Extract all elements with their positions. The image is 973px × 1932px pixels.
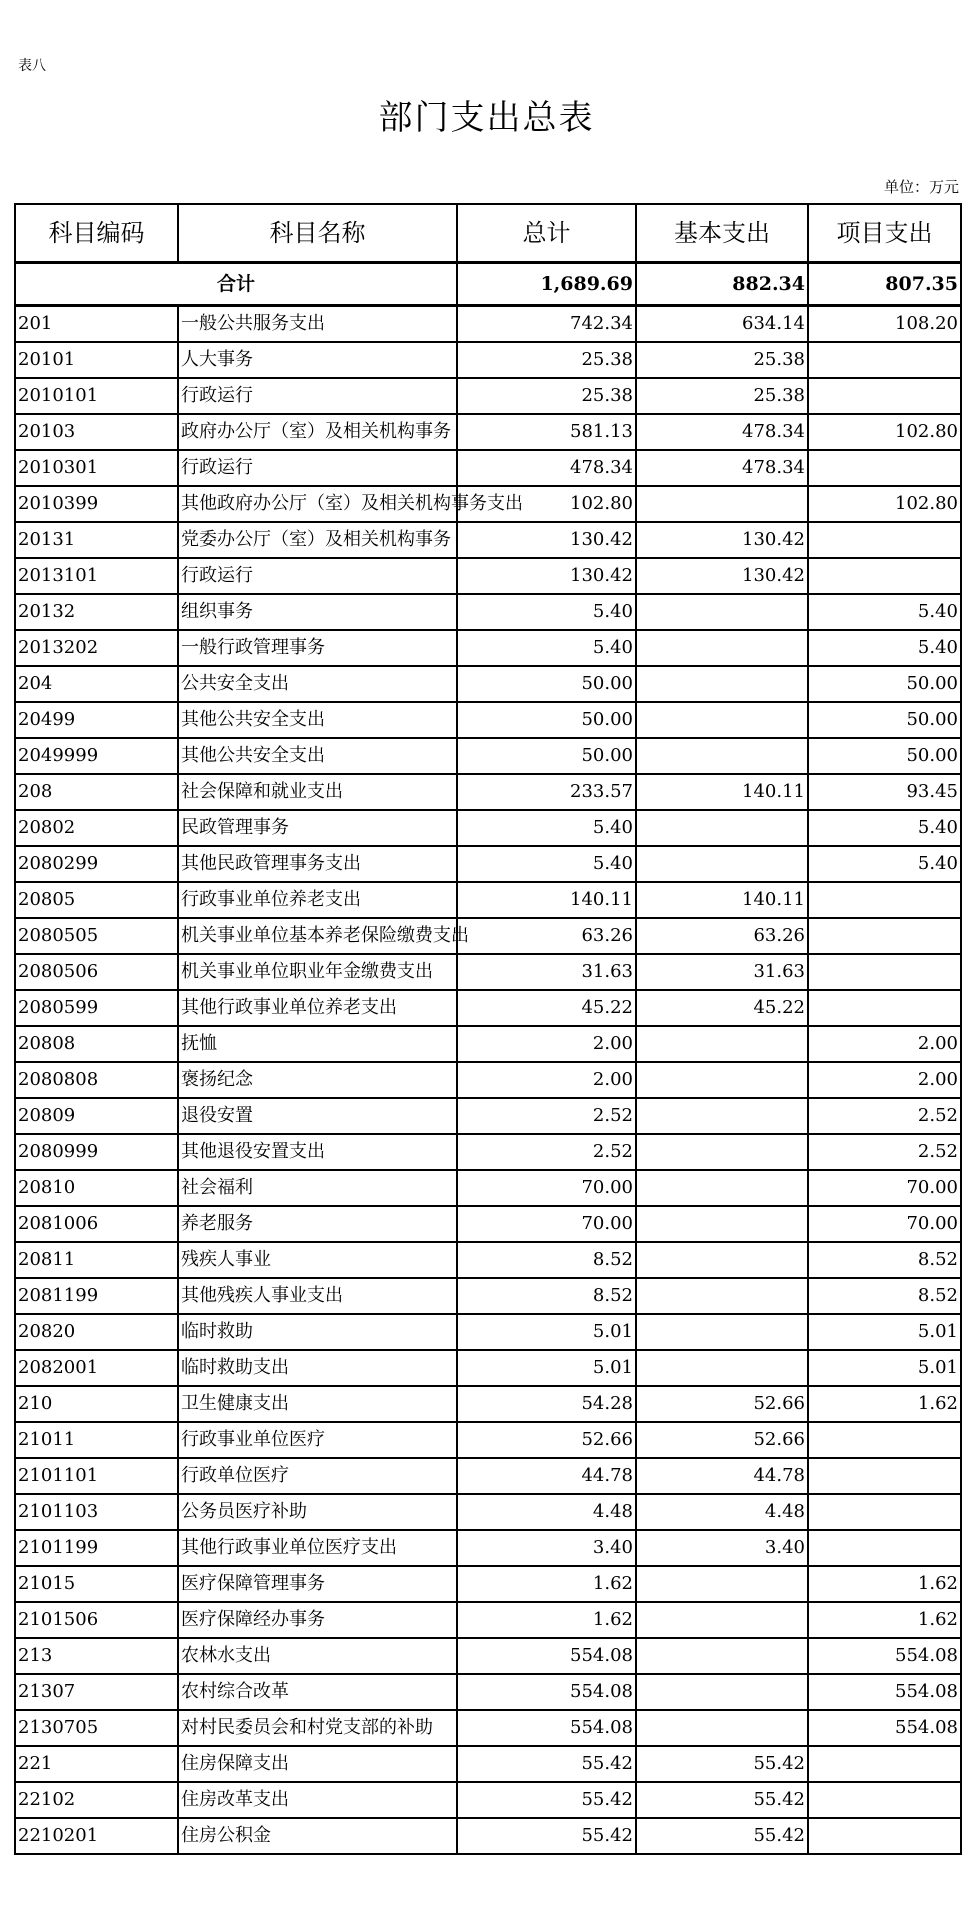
subject-code: 2081006 (15, 1206, 178, 1242)
total-amount: 2.00 (457, 1062, 636, 1098)
project-amount (808, 1458, 961, 1494)
basic-amount (636, 666, 808, 702)
column-header-basic: 基本支出 (636, 204, 808, 263)
subject-code: 21011 (15, 1422, 178, 1458)
basic-amount (636, 1278, 808, 1314)
subject-code: 2101506 (15, 1602, 178, 1638)
project-amount: 2.00 (808, 1062, 961, 1098)
basic-amount (636, 1134, 808, 1170)
table-row (15, 990, 961, 1026)
total-row (15, 263, 961, 306)
subject-name: 其他公共安全支出 (178, 738, 457, 774)
total-amount: 5.01 (457, 1314, 636, 1350)
project-amount: 554.08 (808, 1674, 961, 1710)
subject-name (178, 954, 457, 990)
basic-amount (636, 1602, 808, 1638)
total-amount: 102.80 (457, 486, 636, 522)
subject-name-text: 党委办公厅（室）及相关机构事务 (181, 529, 451, 550)
subject-code: 20811 (15, 1242, 178, 1278)
total-label: 合计 (15, 263, 457, 306)
project-amount: 5.01 (808, 1350, 961, 1386)
table-row (15, 666, 961, 702)
table-row (15, 1242, 961, 1278)
basic-amount: 25.38 (636, 342, 808, 378)
subject-name: 住房保障支出 (178, 1746, 457, 1782)
subject-name: 医疗保障管理事务 (178, 1566, 457, 1602)
basic-amount: 130.42 (636, 522, 808, 558)
project-amount (808, 378, 961, 414)
project-amount: 554.08 (808, 1710, 961, 1746)
table-row (15, 846, 961, 882)
subject-name: 褒扬纪念 (178, 1062, 457, 1098)
subject-code: 208 (15, 774, 178, 810)
table-row (15, 1170, 961, 1206)
basic-amount: 31.63 (636, 954, 808, 990)
table-row (15, 1206, 961, 1242)
subject-code: 2010101 (15, 378, 178, 414)
project-amount: 5.40 (808, 594, 961, 630)
subject-name: 公务员医疗补助 (178, 1494, 457, 1530)
basic-amount (636, 486, 808, 522)
total-amount: 5.40 (457, 630, 636, 666)
project-amount: 5.40 (808, 810, 961, 846)
project-amount: 5.40 (808, 630, 961, 666)
subject-code: 2081199 (15, 1278, 178, 1314)
total-amount: 45.22 (457, 990, 636, 1026)
table-row (15, 918, 961, 954)
subject-code: 201 (15, 306, 178, 343)
page-title: 部门支出总表 (378, 98, 595, 138)
project-amount: 50.00 (808, 702, 961, 738)
subject-code: 2101199 (15, 1530, 178, 1566)
total-amount: 50.00 (457, 702, 636, 738)
project-amount: 2.00 (808, 1026, 961, 1062)
table-row (15, 1458, 961, 1494)
table-row (15, 558, 961, 594)
subject-name-text: 其他政府办公厅（室）及相关机构事务支出 (181, 493, 523, 514)
subject-code: 2101101 (15, 1458, 178, 1494)
total-basic: 882.34 (636, 263, 808, 306)
subject-code: 2010399 (15, 486, 178, 522)
project-amount: 1.62 (808, 1386, 961, 1422)
subject-name: 退役安置 (178, 1098, 457, 1134)
subject-name: 社会福利 (178, 1170, 457, 1206)
total-amount: 55.42 (457, 1782, 636, 1818)
total-amount: 31.63 (457, 954, 636, 990)
subject-code: 2080599 (15, 990, 178, 1026)
table-row (15, 882, 961, 918)
project-amount: 1.62 (808, 1566, 961, 1602)
basic-amount: 634.14 (636, 306, 808, 343)
basic-amount (636, 1674, 808, 1710)
subject-code: 21307 (15, 1674, 178, 1710)
table-row (15, 1026, 961, 1062)
subject-code: 20132 (15, 594, 178, 630)
subject-name: 公共安全支出 (178, 666, 457, 702)
table-row (15, 1818, 961, 1854)
project-amount: 5.01 (808, 1314, 961, 1350)
basic-amount (636, 1350, 808, 1386)
subject-code: 2080505 (15, 918, 178, 954)
total-amount: 554.08 (457, 1638, 636, 1674)
table-row (15, 738, 961, 774)
total-amount: 2.52 (457, 1134, 636, 1170)
basic-amount (636, 630, 808, 666)
total-amount: 55.42 (457, 1746, 636, 1782)
project-amount (808, 918, 961, 954)
column-header-name: 科目名称 (178, 204, 457, 263)
subject-code: 2080506 (15, 954, 178, 990)
table-row (15, 1782, 961, 1818)
subject-name: 住房公积金 (178, 1818, 457, 1854)
table-row (15, 486, 961, 522)
subject-name: 行政单位医疗 (178, 1458, 457, 1494)
subject-name: 一般行政管理事务 (178, 630, 457, 666)
project-amount: 70.00 (808, 1170, 961, 1206)
subject-name: 人大事务 (178, 342, 457, 378)
project-amount: 102.80 (808, 486, 961, 522)
subject-name: 养老服务 (178, 1206, 457, 1242)
subject-name: 民政管理事务 (178, 810, 457, 846)
total-amount: 44.78 (457, 1458, 636, 1494)
subject-name (178, 918, 469, 954)
subject-code: 210 (15, 1386, 178, 1422)
subject-code: 204 (15, 666, 178, 702)
total-amount: 70.00 (457, 1206, 636, 1242)
table-row (15, 450, 961, 486)
subject-name (178, 990, 457, 1026)
unit-label: 单位：万元 (883, 178, 959, 196)
basic-amount: 478.34 (636, 450, 808, 486)
basic-amount (636, 846, 808, 882)
project-amount (808, 954, 961, 990)
total-amount: 54.28 (457, 1386, 636, 1422)
total-amount: 5.40 (457, 846, 636, 882)
subject-name: 行政运行 (178, 558, 457, 594)
total-amount: 5.40 (457, 810, 636, 846)
basic-amount (636, 1098, 808, 1134)
table-row (15, 1278, 961, 1314)
basic-amount (636, 1638, 808, 1674)
total-amount: 4.48 (457, 1494, 636, 1530)
total-amount: 8.52 (457, 1278, 636, 1314)
project-amount (808, 882, 961, 918)
total-sum: 1,689.69 (457, 263, 636, 306)
table-header-row (15, 204, 961, 263)
table-row (15, 1062, 961, 1098)
project-amount: 70.00 (808, 1206, 961, 1242)
subject-name (178, 414, 457, 450)
subject-code: 2049999 (15, 738, 178, 774)
project-amount: 93.45 (808, 774, 961, 810)
total-amount: 130.42 (457, 558, 636, 594)
basic-amount (636, 1314, 808, 1350)
basic-amount (636, 702, 808, 738)
table-row (15, 1530, 961, 1566)
table-row (15, 1710, 961, 1746)
table-row (15, 342, 961, 378)
total-amount: 478.34 (457, 450, 636, 486)
total-amount: 742.34 (457, 306, 636, 343)
table-row (15, 702, 961, 738)
subject-name: 行政运行 (178, 378, 457, 414)
basic-amount: 3.40 (636, 1530, 808, 1566)
subject-code: 20101 (15, 342, 178, 378)
table-row (15, 810, 961, 846)
subject-code: 221 (15, 1746, 178, 1782)
subject-name: 残疾人事业 (178, 1242, 457, 1278)
project-amount (808, 1746, 961, 1782)
subject-name: 行政事业单位养老支出 (178, 882, 457, 918)
basic-amount: 4.48 (636, 1494, 808, 1530)
project-amount: 8.52 (808, 1242, 961, 1278)
total-amount: 55.42 (457, 1818, 636, 1854)
table-row (15, 378, 961, 414)
table-row (15, 1350, 961, 1386)
subject-name: 临时救助支出 (178, 1350, 457, 1386)
subject-code: 20499 (15, 702, 178, 738)
project-amount (808, 522, 961, 558)
basic-amount (636, 738, 808, 774)
subject-code: 22102 (15, 1782, 178, 1818)
total-amount: 70.00 (457, 1170, 636, 1206)
total-amount: 581.13 (457, 414, 636, 450)
subject-code: 20809 (15, 1098, 178, 1134)
project-amount: 2.52 (808, 1098, 961, 1134)
total-amount: 130.42 (457, 522, 636, 558)
table-row (15, 1602, 961, 1638)
project-amount: 108.20 (808, 306, 961, 343)
basic-amount (636, 1026, 808, 1062)
total-amount: 140.11 (457, 882, 636, 918)
total-amount: 233.57 (457, 774, 636, 810)
subject-code: 20805 (15, 882, 178, 918)
total-amount: 8.52 (457, 1242, 636, 1278)
subject-name: 行政事业单位医疗 (178, 1422, 457, 1458)
basic-amount: 55.42 (636, 1782, 808, 1818)
project-amount: 8.52 (808, 1278, 961, 1314)
basic-amount: 140.11 (636, 882, 808, 918)
table-row (15, 306, 961, 343)
subject-code: 20103 (15, 414, 178, 450)
subject-name: 农村综合改革 (178, 1674, 457, 1710)
subject-name: 其他民政管理事务支出 (178, 846, 457, 882)
total-amount: 1.62 (457, 1602, 636, 1638)
column-header-project: 项目支出 (808, 204, 961, 263)
column-header-total: 总计 (457, 204, 636, 263)
subject-code: 2080999 (15, 1134, 178, 1170)
basic-amount: 130.42 (636, 558, 808, 594)
total-amount: 52.66 (457, 1422, 636, 1458)
table-row (15, 1422, 961, 1458)
project-amount (808, 990, 961, 1026)
project-amount: 1.62 (808, 1602, 961, 1638)
total-amount: 1.62 (457, 1566, 636, 1602)
subject-name (178, 486, 523, 522)
subject-name: 卫生健康支出 (178, 1386, 457, 1422)
table-row (15, 1566, 961, 1602)
subject-code: 20820 (15, 1314, 178, 1350)
subject-code: 2082001 (15, 1350, 178, 1386)
total-amount: 25.38 (457, 342, 636, 378)
project-amount (808, 342, 961, 378)
subject-code: 2210201 (15, 1818, 178, 1854)
subject-name: 一般公共服务支出 (178, 306, 457, 343)
table-number: 表八 (18, 58, 46, 74)
subject-name-text: 机关事业单位基本养老保险缴费支出 (181, 925, 469, 946)
basic-amount: 140.11 (636, 774, 808, 810)
project-amount (808, 1494, 961, 1530)
subject-name (178, 1530, 457, 1566)
subject-code: 213 (15, 1638, 178, 1674)
basic-amount (636, 594, 808, 630)
subject-name: 其他退役安置支出 (178, 1134, 457, 1170)
basic-amount (636, 1062, 808, 1098)
table-row (15, 774, 961, 810)
subject-code: 2080808 (15, 1062, 178, 1098)
total-amount: 3.40 (457, 1530, 636, 1566)
subject-name: 其他残疾人事业支出 (178, 1278, 457, 1314)
subject-code: 20810 (15, 1170, 178, 1206)
total-project: 807.35 (808, 263, 961, 306)
subject-name: 农林水支出 (178, 1638, 457, 1674)
subject-code: 2013101 (15, 558, 178, 594)
project-amount: 102.80 (808, 414, 961, 450)
project-amount: 50.00 (808, 738, 961, 774)
table-row (15, 1638, 961, 1674)
table-row (15, 1494, 961, 1530)
table-row (15, 630, 961, 666)
total-amount: 2.52 (457, 1098, 636, 1134)
basic-amount (636, 810, 808, 846)
table-row (15, 594, 961, 630)
subject-code: 20802 (15, 810, 178, 846)
subject-code: 2130705 (15, 1710, 178, 1746)
table-row (15, 1386, 961, 1422)
basic-amount (636, 1170, 808, 1206)
project-amount (808, 1818, 961, 1854)
total-amount: 554.08 (457, 1674, 636, 1710)
project-amount (808, 558, 961, 594)
expenditure-table (14, 203, 962, 1855)
table-row (15, 1314, 961, 1350)
subject-name: 医疗保障经办事务 (178, 1602, 457, 1638)
basic-amount (636, 1710, 808, 1746)
basic-amount: 63.26 (636, 918, 808, 954)
total-amount: 50.00 (457, 666, 636, 702)
basic-amount: 478.34 (636, 414, 808, 450)
basic-amount: 55.42 (636, 1818, 808, 1854)
subject-name (178, 1710, 457, 1746)
basic-amount: 52.66 (636, 1386, 808, 1422)
subject-code: 20808 (15, 1026, 178, 1062)
total-amount: 25.38 (457, 378, 636, 414)
basic-amount: 25.38 (636, 378, 808, 414)
subject-name-text: 机关事业单位职业年金缴费支出 (181, 961, 433, 982)
basic-amount: 45.22 (636, 990, 808, 1026)
project-amount: 2.52 (808, 1134, 961, 1170)
subject-code: 2013202 (15, 630, 178, 666)
table-row (15, 1134, 961, 1170)
total-amount: 50.00 (457, 738, 636, 774)
subject-code: 2010301 (15, 450, 178, 486)
basic-amount: 55.42 (636, 1746, 808, 1782)
project-amount (808, 450, 961, 486)
subject-name-text: 政府办公厅（室）及相关机构事务 (181, 421, 451, 442)
total-amount: 5.01 (457, 1350, 636, 1386)
subject-name-text: 其他行政事业单位医疗支出 (181, 1537, 397, 1558)
subject-name (178, 522, 457, 558)
subject-name: 组织事务 (178, 594, 457, 630)
subject-name-text: 其他行政事业单位养老支出 (181, 997, 397, 1018)
basic-amount (636, 1566, 808, 1602)
project-amount (808, 1422, 961, 1458)
total-amount: 554.08 (457, 1710, 636, 1746)
subject-code: 21015 (15, 1566, 178, 1602)
subject-name: 临时救助 (178, 1314, 457, 1350)
basic-amount: 44.78 (636, 1458, 808, 1494)
subject-name: 行政运行 (178, 450, 457, 486)
subject-name: 住房改革支出 (178, 1782, 457, 1818)
subject-name-text: 对村民委员会和村党支部的补助 (181, 1717, 433, 1738)
project-amount (808, 1530, 961, 1566)
subject-code: 2080299 (15, 846, 178, 882)
table-row (15, 1098, 961, 1134)
table-row (15, 1746, 961, 1782)
total-amount: 2.00 (457, 1026, 636, 1062)
basic-amount (636, 1242, 808, 1278)
table-row (15, 414, 961, 450)
subject-name: 社会保障和就业支出 (178, 774, 457, 810)
subject-code: 2101103 (15, 1494, 178, 1530)
project-amount (808, 1782, 961, 1818)
table-row (15, 522, 961, 558)
subject-name: 抚恤 (178, 1026, 457, 1062)
basic-amount: 52.66 (636, 1422, 808, 1458)
subject-name: 其他公共安全支出 (178, 702, 457, 738)
project-amount: 554.08 (808, 1638, 961, 1674)
total-amount: 63.26 (457, 918, 636, 954)
column-header-code: 科目编码 (15, 204, 178, 263)
project-amount: 5.40 (808, 846, 961, 882)
basic-amount (636, 1206, 808, 1242)
total-amount: 5.40 (457, 594, 636, 630)
subject-code: 20131 (15, 522, 178, 558)
table-row (15, 1674, 961, 1710)
table-row (15, 954, 961, 990)
project-amount: 50.00 (808, 666, 961, 702)
